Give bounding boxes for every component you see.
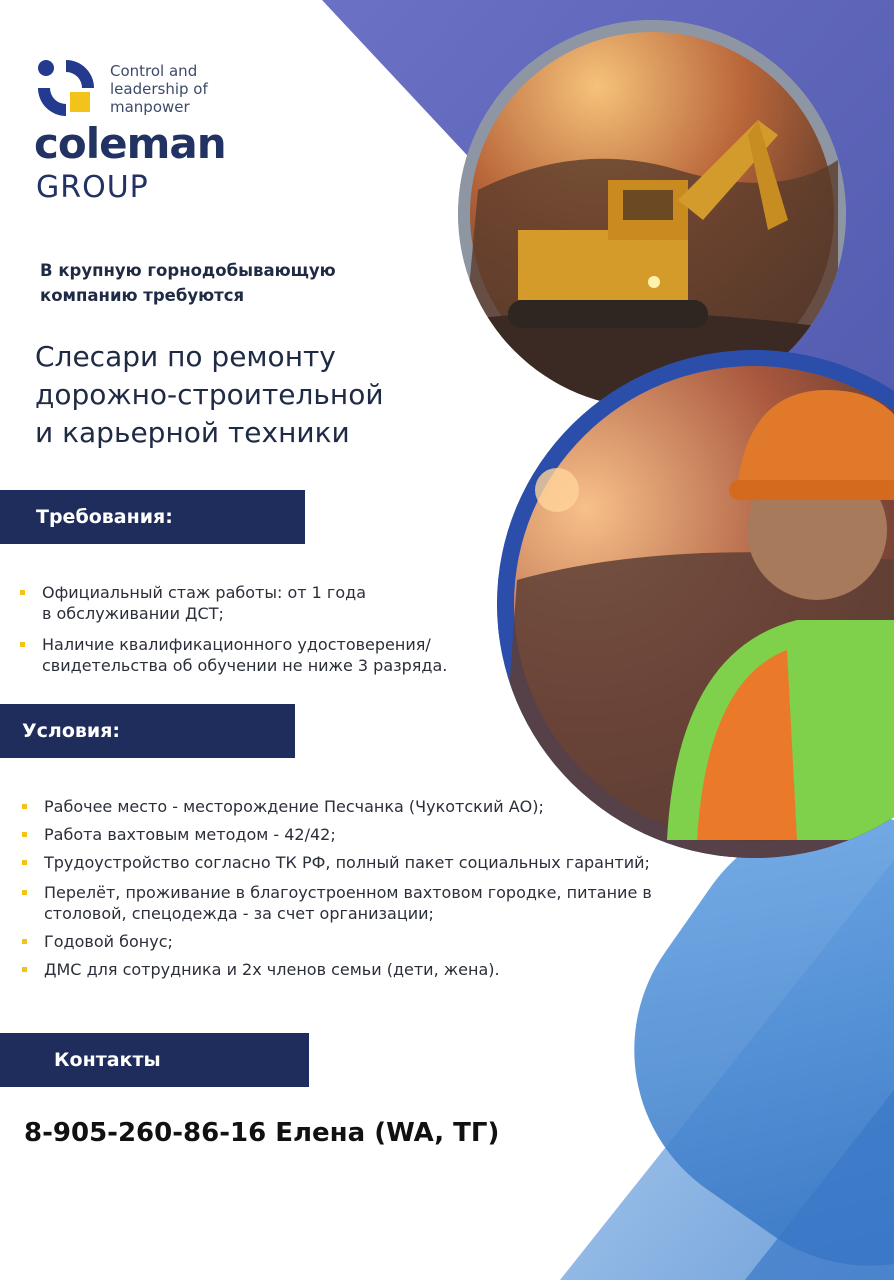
list-item-line: Наличие квалификационного удостоверения/ <box>42 635 431 654</box>
intro-line: компанию требуются <box>40 286 245 305</box>
tagline-line: manpower <box>110 98 190 116</box>
job-title-line: и карьерной техники <box>35 416 350 449</box>
list-item-text: Годовой бонус; <box>44 932 173 951</box>
tagline-line: leadership of <box>110 80 208 98</box>
contact-phone[interactable]: 8-905-260-86-16 Елена (WA, ТГ) <box>24 1118 500 1148</box>
contacts-title: Контакты <box>54 1049 161 1071</box>
job-title-line: Слесари по ремонту <box>35 340 336 373</box>
list-item-text: Трудоустройство согласно ТК РФ, полный пакет социальных гарантий; <box>44 853 650 872</box>
conditions-header <box>0 704 295 758</box>
job-title <box>35 338 384 452</box>
list-item-text: Рабочее место - месторождение Песчанка (Чукотский АО); <box>44 797 544 816</box>
requirements-list <box>20 582 490 676</box>
list-item <box>20 582 490 624</box>
intro-line: В крупную горнодобывающую <box>40 261 336 280</box>
coleman-logo-icon <box>36 58 98 116</box>
list-item <box>22 882 702 924</box>
brand-group: GROUP <box>36 170 149 205</box>
excavator-illustration <box>458 20 846 408</box>
list-item-line: свидетельства об обучении не ниже 3 разряда. <box>42 656 448 675</box>
conditions-list <box>22 796 702 980</box>
list-item <box>22 959 702 980</box>
list-item <box>22 852 702 873</box>
intro-text <box>40 258 336 308</box>
list-item <box>22 796 702 817</box>
list-item-line: Официальный стаж работы: от 1 года <box>42 583 366 602</box>
list-item-line: в обслуживании ДСТ; <box>42 604 224 623</box>
contacts-header <box>0 1033 309 1087</box>
list-item <box>22 931 702 952</box>
conditions-title: Условия: <box>22 720 121 742</box>
requirements-header <box>0 490 305 544</box>
list-item-text: Работа вахтовым методом - 42/42; <box>44 825 336 844</box>
logo-tagline <box>110 62 208 116</box>
list-item-text: ДМС для сотрудника и 2х членов семьи (дети, жена). <box>44 960 500 979</box>
brand-name: coleman <box>34 119 226 168</box>
list-item-text: Перелёт, проживание в благоустроенном вахтовом городке, питание в столовой, спецодежда - за счет организации; <box>44 883 652 923</box>
tagline-line: Control and <box>110 62 198 80</box>
list-item <box>22 824 702 845</box>
job-title-line: дорожно-строительной <box>35 378 384 411</box>
requirements-title: Требования: <box>36 506 173 528</box>
list-item <box>20 634 490 676</box>
excavator-photo <box>458 20 846 408</box>
